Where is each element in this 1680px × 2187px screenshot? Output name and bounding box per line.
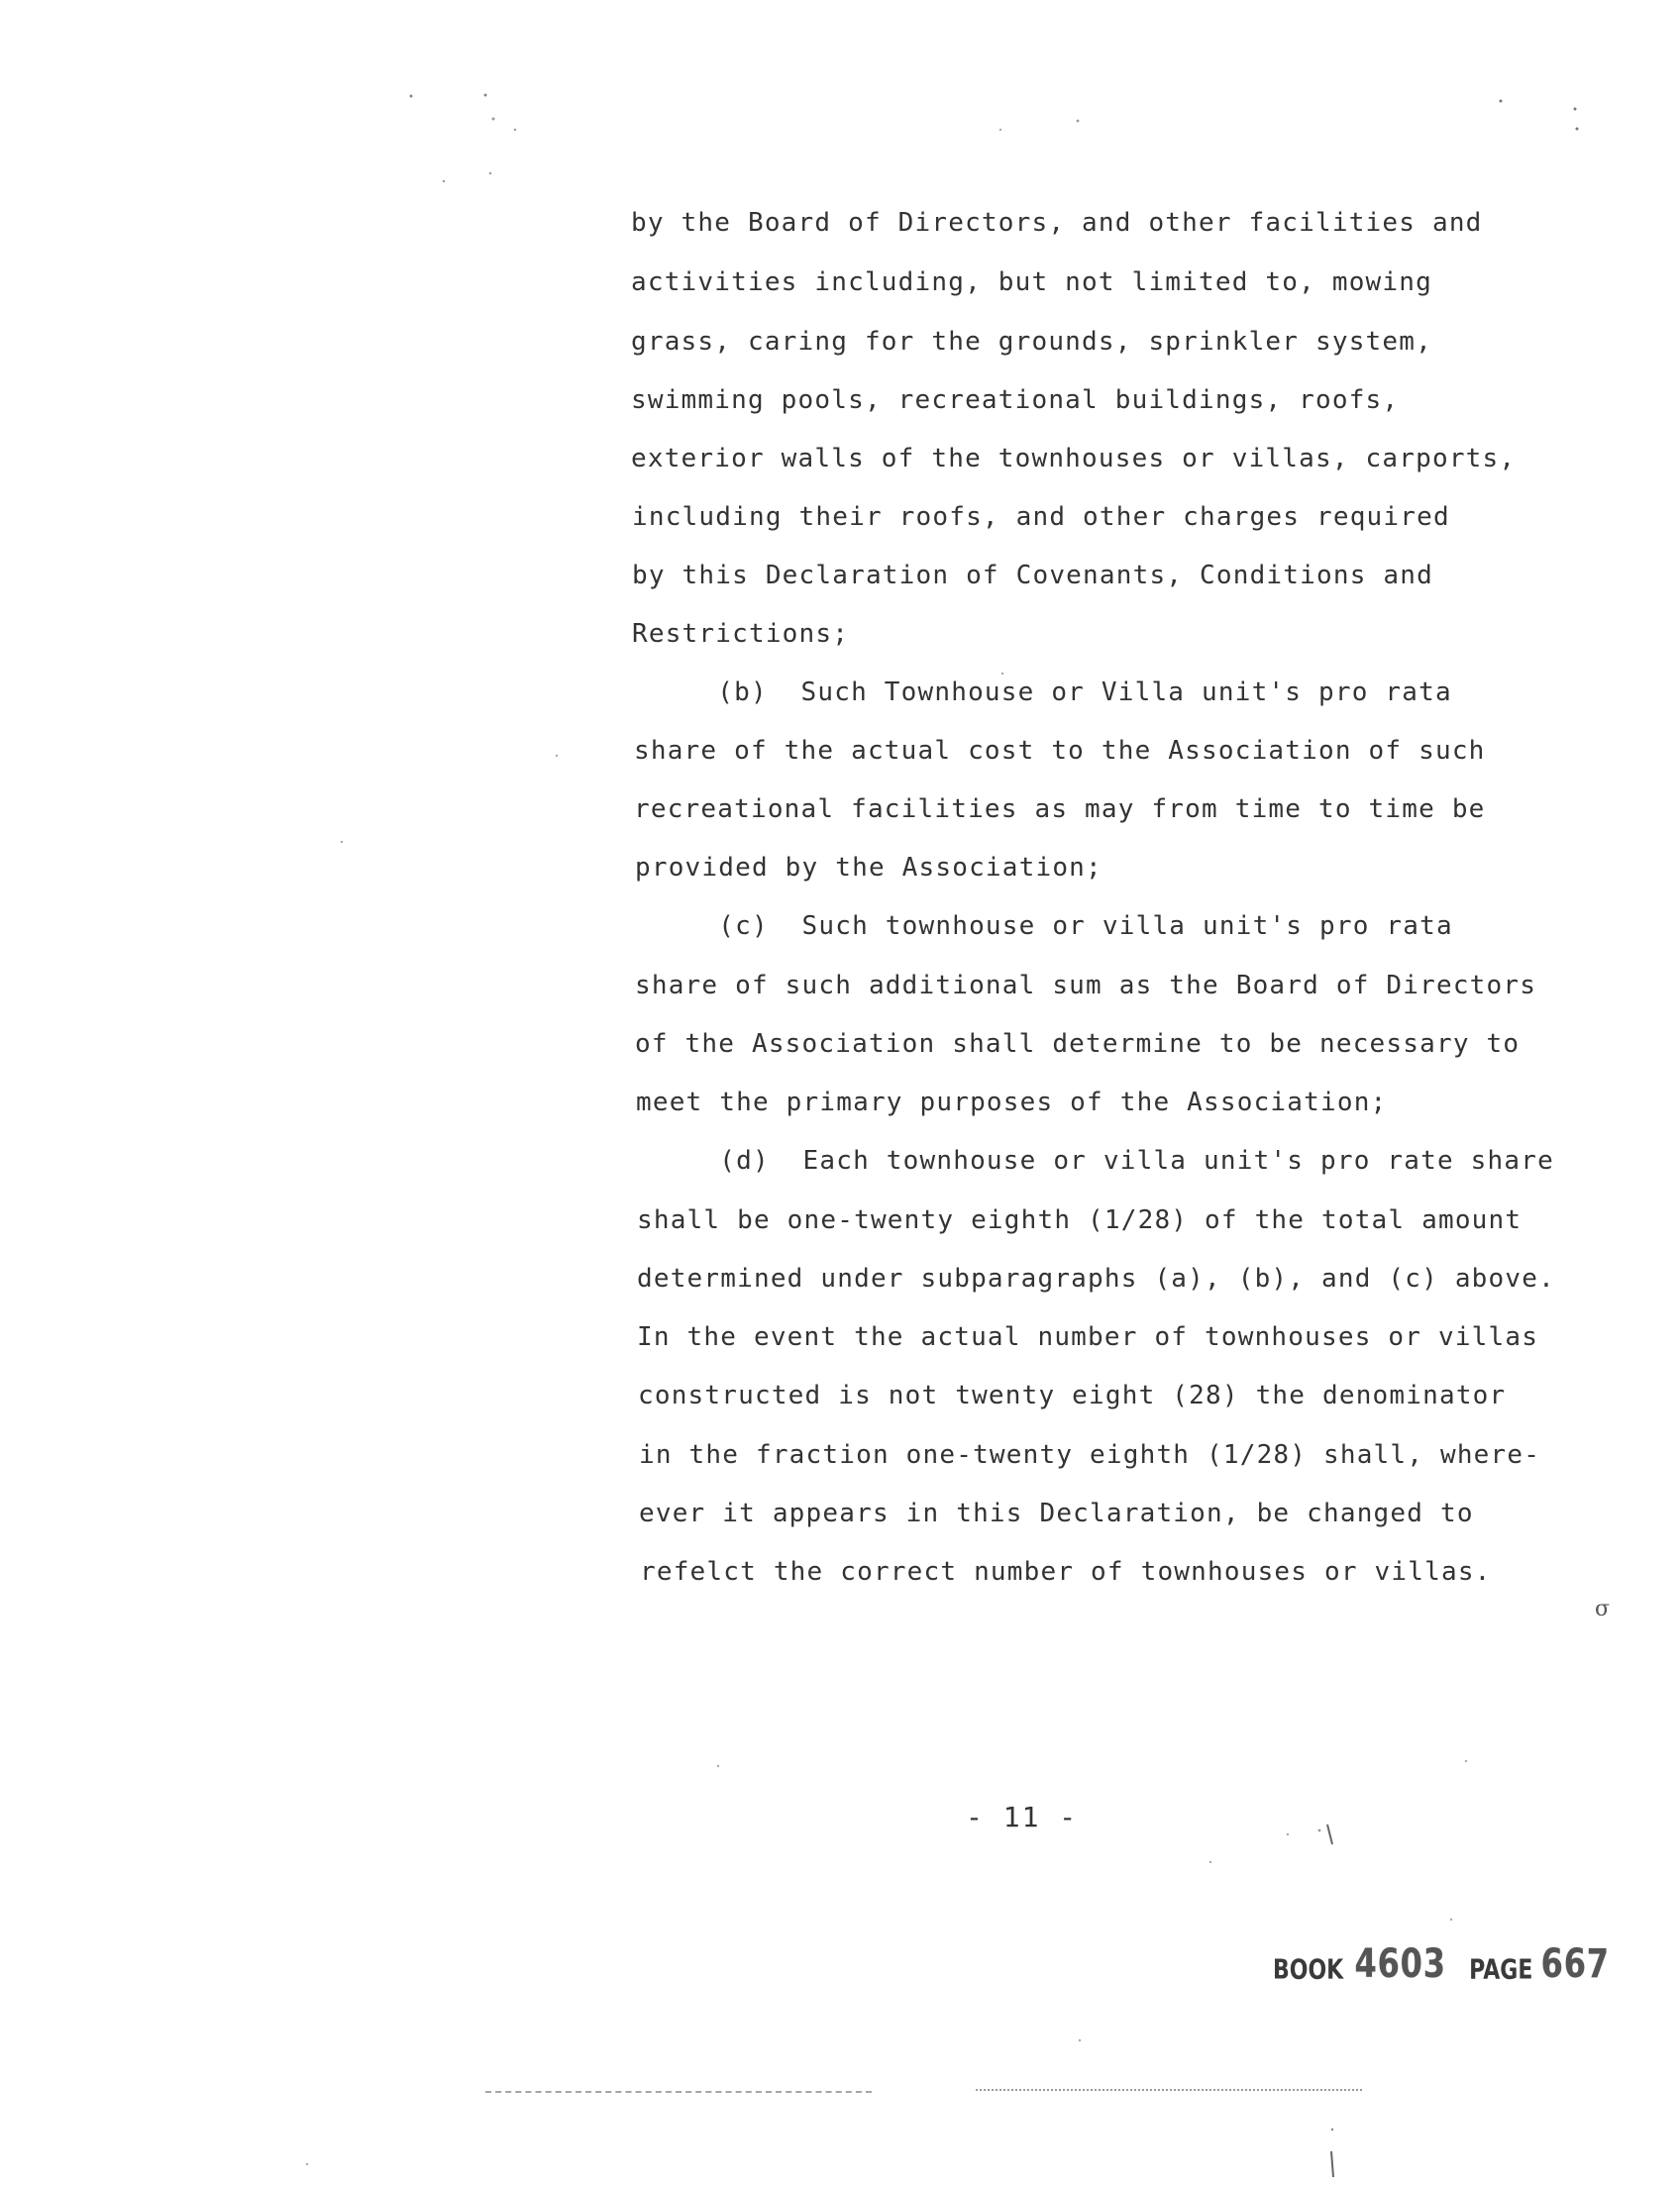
text-line: exterior walls of the townhouses or villas, carports, xyxy=(631,444,1517,473)
text-line: (d) Each townhouse or villa unit's pro rate share xyxy=(636,1146,1554,1176)
text-line: In the event the actual number of townhouses or villas xyxy=(637,1322,1539,1352)
text-line: provided by the Association; xyxy=(635,853,1102,883)
text-line: by this Declaration of Covenants, Conditions and xyxy=(632,561,1433,590)
text-line: activities including, but not limited to, mowing xyxy=(631,267,1432,297)
text-line: refelct the correct number of townhouses or villas. xyxy=(640,1557,1492,1587)
text-line: swimming pools, recreational buildings, roofs, xyxy=(631,385,1400,415)
text-line: shall be one-twenty eighth (1/28) of the total amount xyxy=(637,1205,1522,1235)
text-line: in the fraction one-twenty eighth (1/28) shall, where- xyxy=(639,1440,1541,1470)
stamp-book-number: 4603 xyxy=(1354,1941,1447,1987)
margin-mark: σ xyxy=(1595,1597,1611,1621)
scan-edge-line xyxy=(976,2089,1362,2091)
text-line: meet the primary purposes of the Association; xyxy=(636,1088,1388,1117)
page-number: - 11 - xyxy=(966,1801,1079,1833)
text-line: ever it appears in this Declaration, be changed to xyxy=(639,1499,1474,1528)
stamp-page-label: PAGE xyxy=(1469,1954,1533,1987)
text-line: (c) Such townhouse or villa unit's pro rata xyxy=(635,911,1453,941)
text-line: grass, caring for the grounds, sprinkler system, xyxy=(631,327,1432,357)
stamp-book-label: BOOK xyxy=(1273,1954,1344,1987)
text-line: (b) Such Townhouse or Villa unit's pro rata xyxy=(634,677,1452,707)
stamp-page-value: 667 xyxy=(1541,1941,1611,1987)
text-line: share of such additional sum as the Board of Directors xyxy=(635,971,1537,1000)
text-line: including their roofs, and other charges required xyxy=(632,502,1450,532)
text-line: by the Board of Directors, and other facilities and xyxy=(631,208,1483,238)
text-line: Restrictions; xyxy=(632,619,850,649)
book-page-stamp xyxy=(1273,1941,1619,1987)
text-line: determined under subparagraphs (a), (b), and (c) above. xyxy=(637,1264,1555,1294)
scan-edge-line xyxy=(485,2091,872,2093)
text-line: recreational facilities as may from time to time be xyxy=(634,794,1486,824)
text-line: share of the actual cost to the Association of such xyxy=(634,736,1486,766)
text-line: of the Association shall determine to be necessary to xyxy=(635,1029,1521,1059)
text-line: constructed is not twenty eight (28) the denominator xyxy=(638,1381,1507,1410)
